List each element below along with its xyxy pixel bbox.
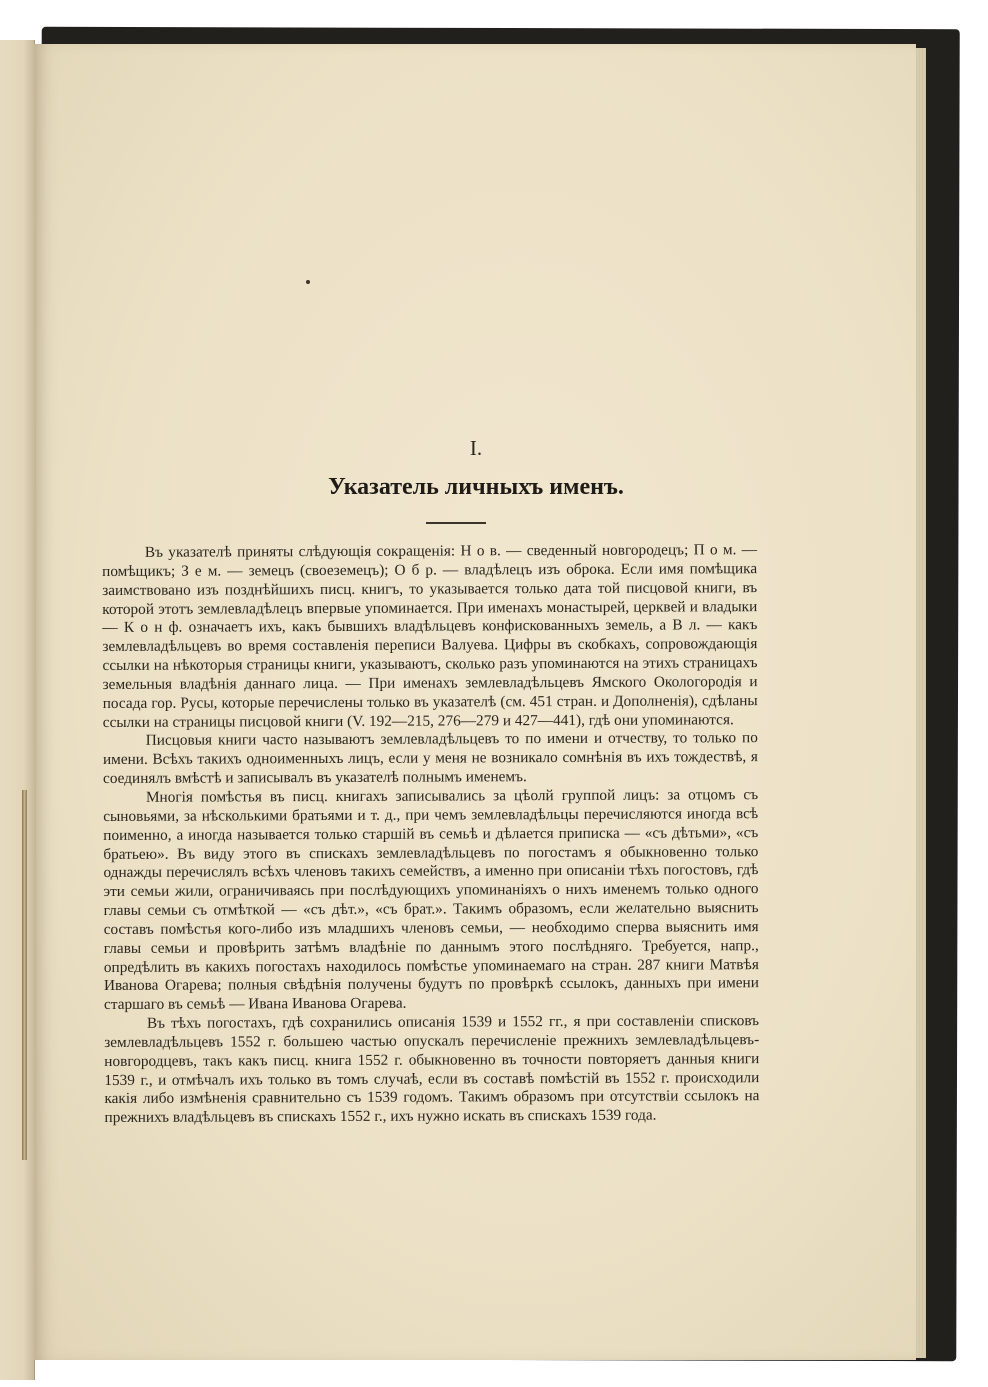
page-body: [102, 541, 760, 1128]
paragraph-names: Писцовыя книги часто называютъ землевладѣльцевъ то по имени и отчеству, то только по имени. Всѣхъ такихъ одноименныхъ лицъ, если у меня не возникало сомнѣнія въ ихъ тождествѣ, я соединялъ вмѣстѣ и записывалъ въ указателѣ полнымъ именемъ.: [102, 729, 758, 788]
book-page: [34, 44, 916, 1360]
bookmark-ribbon: [22, 790, 27, 1160]
ink-speck: [306, 280, 310, 284]
paragraph-estates: Многія помѣстья въ писц. книгахъ записывались за цѣолй группой лицъ: за отцомъ съ сыновьями, за нѣсколькими братьями и т. д., при чемъ землевладѣльцы перечисляются иногда всѣ поименно, а иногда называется только старшій въ семьѣ и дѣлается приписка — «съ дѣтьми», «съ братьею». Въ виду этого въ спискахъ землевладѣльцевъ по погостамъ я обыкновенно только однажды перечислялъ всѣхъ членовъ такихъ семействъ, а именно при описаніи тѣхъ погостовъ, гдѣ эти семьи жили, ограничиваясь при послѣдующихъ упоминаніяхъ о нихъ именемъ только одного главы семьи съ отмѣткой — «съ дѣт.», «съ брат.». Такимъ образомъ, если желательно выяснить составъ помѣстья кого-либо изъ младшихъ членовъ семьи, — необходимо сперва выяснить имя главы семьи и провѣрить затѣмъ владѣніе по даннымъ этого послѣдняго. Требуется, напр., опредѣлить въ какихъ погостахъ находилось помѣстье упоминаемаго на стран. 287 книги Матвѣя Иванова Огарева; полныя свѣдѣнія получены будутъ по провѣркѣ ссылокъ, данныхъ при имени старшаго въ семьѣ — Ивана Иванова Огарева.: [103, 786, 759, 1014]
section-title: Указатель личныхъ именъ.: [328, 474, 624, 500]
paragraph-registers: Въ тѣхъ погостахъ, гдѣ сохранились описанія 1539 и 1552 гг., я при составленіи списковъ землевладѣльцевъ 1552 г. большею частью опускалъ перечисленіе прежнихъ землевладѣльцевъ-новгородцевъ, такъ какъ писц. книга 1552 г. обыкновенно въ точности повторяетъ данныя книги 1539 г., и отмѣчалъ ихъ только въ томъ случаѣ, если въ составѣ помѣстій въ 1552 г. происходили какія либо измѣненія сравнительно съ 1539 годомъ. Такимъ образомъ при отсутствіи ссылокъ на прежнихъ владѣльцевъ въ спискахъ 1552 г., ихъ нужно искать въ спискахъ 1539 года.: [104, 1012, 760, 1127]
section-number: I.: [469, 436, 483, 460]
title-rule: [426, 522, 486, 524]
paragraph-abbreviations: Въ указателѣ приняты слѣдующія сокращенія: Н о в. — сведенный новгородецъ; П о м. — помѣщикъ; З е м. — земецъ (своеземецъ); О б р. — владѣлецъ изъ оброка. Если имя помѣщика заимствовано изъ позднѣйшихъ писц. книгъ, то указывается только дата той писцовой книги, въ которой этотъ землевладѣлецъ впервые упоминается. При именахъ монастырей, церквей и владыки — К о н ф. означаетъ ихъ, какъ бывшихъ владѣльцевъ конфискованныхъ земель, а В л. — какъ землевладѣльцевъ во время составленія переписи Валуева. Цифры въ скобкахъ, сопровождающія ссылки на нѣкоторыя страницы книги, указываютъ, сколько разъ упоминаются на этихъ страницахъ земельныя владѣнія даннаго лица. — При именахъ землевладѣльцевъ Ямского Окологородія и посада гор. Русы, которые перечислены только въ указателѣ (см. 451 стран. и Дополненія), сдѣланы ссылки на страницы писцовой книги (V. 192—215, 276—279 и 427—441), гдѣ они упоминаются.: [102, 541, 758, 731]
previous-page-edge: [0, 40, 35, 1380]
